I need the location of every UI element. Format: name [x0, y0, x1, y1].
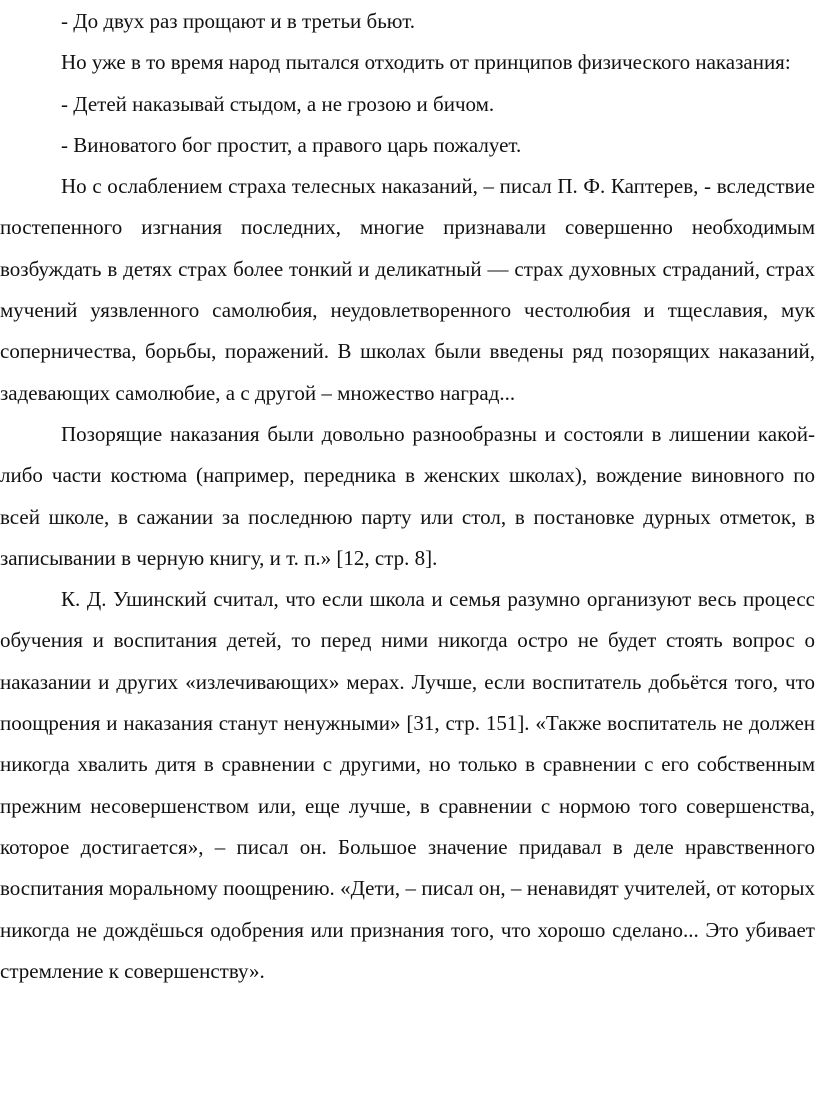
paragraph-intro-principles: Но уже в то время народ пытался отходить от принципов физического наказания:	[61, 50, 791, 75]
paragraph-ushinsky: К. Д. Ушинский считал, что если школа и семья разумно организуют весь процесс обучения и воспитания детей, то перед ними никогда остро не будет стоять вопрос о наказании и других «излечивающих» мерах. Лучше, если воспитатель добьётся того, что поощрения и наказания станут ненужными» [31, стр. 151]. «Также воспитатель не должен никогда хвалить дитя в сравнении с другими, но только в сравнении с его собственным прежним несовершенством или, еще лучше, в сравнении с нормою того совершенства, которое достигается», – писал он. Большое значение придавал в деле нравственного воспитания моральному поощрению. «Дети, – писал он, – ненавидят учителей, от которых никогда не дождёшься одобрения или признания того, что хорошо сделано... Это убивает стремление к совершенству».	[0, 587, 815, 983]
paragraph-proverb-2: - Детей наказывай стыдом, а не грозою и бичом.	[61, 91, 495, 116]
paragraph-proverb-3: - Виноватого бог простит, а правого царь пожалует.	[61, 132, 522, 157]
paragraph-shaming-punishments: Позорящие наказания были довольно разнообразны и состояли в лишении какой-либо части костюма (например, передника в женских школах), вождение виновного по всей школе, в сажании за последнюю парту или стол, в постановке дурных отметок, в записывании в черную книгу, и т. п.» [12, стр. 8].	[0, 421, 815, 570]
paragraph-proverb-1: - До двух раз прощают и в третьи бьют.	[61, 9, 416, 33]
paragraph-kapterev-quote: Но с ослаблением страха телесных наказаний, – писал П. Ф. Каптерев, - вследствие постепенного изгнания последних, многие признавали совершенно необходимым возбуждать в детях страх более тонкий и деликатный — страх духовных страданий, страх мучений уязвленного самолюбия, неудовлетворенного честолюбия и тщеславия, мук соперничества, борьбы, поражений. В школах были введены ряд позорящих наказаний, задевающих самолюбие, а с другой – множество наград...	[0, 174, 815, 405]
